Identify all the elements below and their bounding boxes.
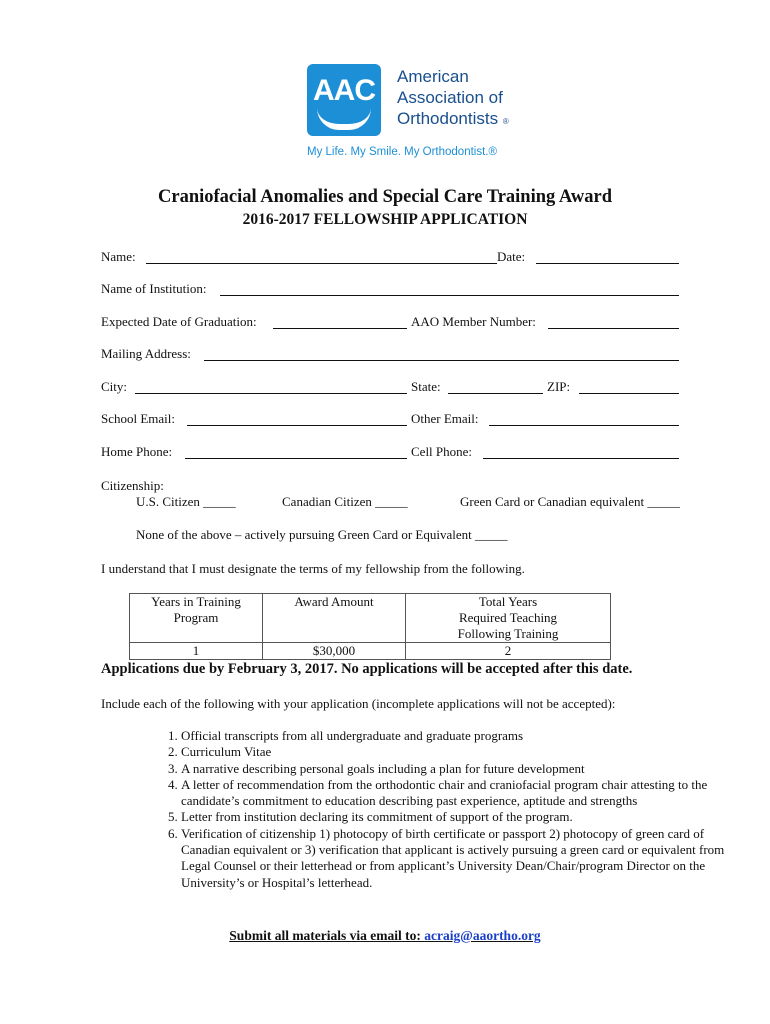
date-label: Date: — [497, 249, 526, 264]
requirements-list — [145, 728, 746, 891]
application-deadline: Applications due by February 3, 2017. No applications will be accepted after this date. — [101, 661, 633, 677]
logo-tagline: My Life. My Smile. My Orthodontist.® — [307, 146, 497, 158]
citizenship-option-canadian[interactable]: Canadian Citizen _____ — [282, 494, 408, 509]
graduation-label: Expected Date of Graduation: — [101, 314, 257, 329]
mailing-address-field[interactable] — [204, 360, 679, 361]
table-row — [130, 643, 611, 660]
citizenship-label: Citizenship: — [101, 478, 164, 493]
home-phone-field[interactable] — [185, 458, 407, 459]
page-title: Craniofacial Anomalies and Special Care Training Award — [158, 187, 612, 207]
institution-label: Name of Institution: — [101, 281, 207, 296]
table-cell: 2 — [406, 643, 611, 660]
graduation-field[interactable] — [273, 328, 407, 329]
city-label: City: — [101, 379, 128, 394]
list-item: 2. Curriculum Vitae — [181, 744, 746, 760]
organization-name-line: Orthodontists ® — [397, 109, 509, 128]
mailing-address-label: Mailing Address: — [101, 346, 191, 361]
table-header-cell: Years in Training Program — [130, 594, 263, 643]
citizenship-option-us[interactable]: U.S. Citizen _____ — [136, 494, 236, 509]
table-header-cell: Total Years Required Teaching Following Training — [406, 594, 611, 643]
list-item: 1. Official transcripts from all undergraduate and graduate programs — [181, 728, 746, 744]
organization-name — [397, 66, 522, 132]
citizenship-option-none[interactable]: None of the above – actively pursuing Green Card or Equivalent _____ — [136, 527, 508, 542]
submit-email-link[interactable]: acraig@aaortho.org — [424, 928, 541, 943]
table-header-row — [130, 594, 611, 643]
name-field[interactable] — [146, 263, 497, 264]
state-label: State: — [411, 379, 441, 394]
date-field[interactable] — [536, 263, 679, 264]
include-intro: Include each of the following with your application (incomplete applications will not be accepted): — [101, 696, 616, 711]
other-email-field[interactable] — [489, 425, 679, 426]
member-number-field[interactable] — [548, 328, 679, 329]
logo-mark-text: AAC — [313, 74, 375, 107]
organization-name-line: Association of — [397, 88, 503, 107]
table-cell: 1 — [130, 643, 263, 660]
list-item: 5. Letter from institution declaring its commitment of support of the program. — [181, 809, 746, 825]
institution-field[interactable] — [220, 295, 679, 296]
page-subtitle: 2016-2017 FELLOWSHIP APPLICATION — [242, 211, 528, 228]
smile-icon — [317, 108, 371, 130]
table-header-cell: Award Amount — [263, 594, 406, 643]
submit-instructions — [0, 928, 770, 944]
school-email-label: School Email: — [101, 411, 176, 426]
fellowship-terms-table — [129, 593, 611, 660]
list-item: 6. Verification of citizenship 1) photocopy of birth certificate or passport 2) photocopy of green card of Canadian equivalent or 3) verification that applicant is actively pursuing a green card or equivalent from Legal Counsel or their letterhead or from applicant’s University Dean/Chair/program Director on the University’s or Hospital’s letterhead. — [181, 826, 746, 891]
home-phone-label: Home Phone: — [101, 444, 173, 459]
cell-phone-label: Cell Phone: — [411, 444, 473, 459]
member-number-label: AAO Member Number: — [411, 314, 536, 329]
school-email-field[interactable] — [187, 425, 407, 426]
name-label: Name: — [101, 249, 136, 264]
organization-name-line: American — [397, 67, 469, 86]
submit-label: Submit all materials via email to: — [229, 928, 421, 943]
cell-phone-field[interactable] — [483, 458, 679, 459]
list-item: 3. A narrative describing personal goals including a plan for future development — [181, 761, 746, 777]
citizenship-option-green-card[interactable]: Green Card or Canadian equivalent _____ — [460, 494, 680, 509]
zip-field[interactable] — [579, 393, 679, 394]
other-email-label: Other Email: — [411, 411, 479, 426]
zip-label: ZIP: — [547, 379, 571, 394]
registered-mark: ® — [502, 117, 509, 126]
state-field[interactable] — [448, 393, 543, 394]
list-item: 4. A letter of recommendation from the orthodontic chair and craniofacial program chair attesting to the candidate’s commitment to education describing past experience, aptitude and strengths — [181, 777, 746, 810]
aac-logo-mark — [307, 64, 381, 136]
aao-logo — [305, 62, 520, 162]
table-cell: $30,000 — [263, 643, 406, 660]
city-field[interactable] — [135, 393, 407, 394]
terms-intro: I understand that I must designate the terms of my fellowship from the following. — [101, 561, 525, 576]
